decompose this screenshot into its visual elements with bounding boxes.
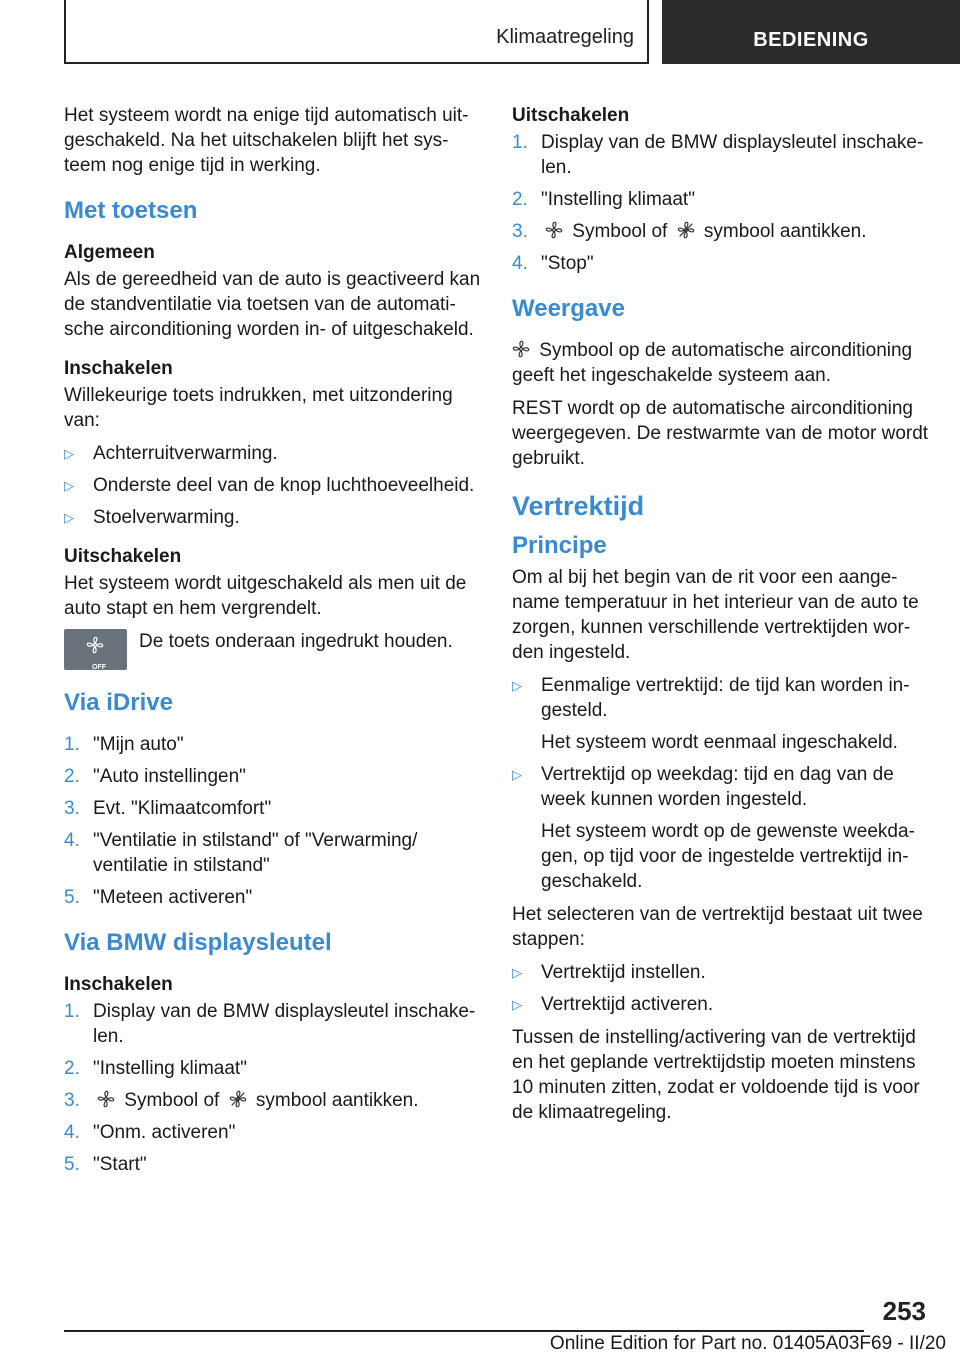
fan-crossed-icon bbox=[229, 1090, 247, 1108]
list-item: ▷ Vertrektijd instellen. bbox=[512, 962, 706, 983]
list-item: ▷ Onderste deel van de knop luchthoeveelheid. bbox=[64, 475, 475, 496]
list-item: ▷ Vertrektijd activeren. bbox=[512, 994, 714, 1015]
list-item: 3. Evt. "Klimaatcomfort" bbox=[64, 798, 272, 819]
list-item: 1. Display van de BMW displaysleutel inschake-len. bbox=[512, 132, 924, 178]
fan-icon bbox=[512, 340, 530, 358]
uitschakelen-paragraph: Het systeem wordt uitgeschakeld als men uit de auto stapt en hem vergrendelt. bbox=[64, 573, 467, 619]
right-column bbox=[512, 103, 930, 1133]
fan-icon bbox=[97, 1090, 115, 1108]
list-item: ▷ Achterruitverwarming. bbox=[64, 443, 278, 464]
bmw-key-steps bbox=[64, 999, 482, 1177]
list-item: 1. "Mijn auto" bbox=[64, 734, 184, 755]
uitschakelen-heading-right: Uitschakelen bbox=[512, 105, 630, 126]
principe-heading: Principe bbox=[512, 532, 607, 559]
left-column bbox=[64, 103, 482, 1185]
bmw-key-off-steps bbox=[512, 130, 930, 276]
section-weergave-title: Weergave bbox=[512, 295, 625, 322]
list-item: 4. "Stop" bbox=[512, 253, 594, 274]
bullet-triangle-icon: ▷ bbox=[512, 965, 522, 980]
list-item: ▷ Stoelverwarming. bbox=[64, 507, 240, 528]
list-item: 4. "Ventilatie in stilstand" of "Verwarming/ ventilatie in stilstand" bbox=[64, 830, 418, 876]
list-item: 5. "Meteen activeren" bbox=[64, 887, 253, 908]
selection-steps-list bbox=[512, 960, 930, 1017]
section-met-toetsen-title: Met toetsen bbox=[64, 197, 198, 224]
off-label: OFF bbox=[92, 664, 106, 671]
section-idrive-title: Via iDrive bbox=[64, 689, 173, 716]
list-item: 3. Symbool of symbool aantikken. bbox=[512, 221, 867, 242]
exceptions-list bbox=[64, 441, 482, 530]
principe-paragraph: Om al bij het begin van de rit voor een aange-name temperatuur in het interieur van de auto te zorgen, kunnen verschillende vertrektijden wor-den ingesteld. bbox=[512, 567, 919, 663]
intro-paragraph: Het systeem wordt na enige tijd automatisch uit-geschakeld. Na het uitschakelen blijft het sys-teem nog enige tijd in werking. bbox=[64, 105, 469, 176]
header-section-title: Klimaatregeling bbox=[496, 26, 634, 48]
list-item: 4. "Onm. activeren" bbox=[64, 1122, 236, 1143]
bullet-triangle-icon: ▷ bbox=[64, 446, 74, 461]
uitschakelen-heading: Uitschakelen bbox=[64, 546, 182, 567]
bmw-key-inschakelen-heading: Inschakelen bbox=[64, 974, 173, 995]
section-vertrektijd-title: Vertrektijd bbox=[512, 491, 645, 521]
inschakelen-heading: Inschakelen bbox=[64, 358, 173, 379]
list-item: 2. "Instelling klimaat" bbox=[512, 189, 695, 210]
list-item: ▷ Eenmalige vertrektijd: de tijd kan worden in-gesteld. Het systeem wordt eenmaal ingeschakeld. bbox=[512, 675, 910, 753]
fan-icon bbox=[86, 636, 104, 654]
list-item: ▷ Vertrektijd op weekdag: tijd en dag van de week kunnen worden ingesteld. Het systeem wordt op de gewenste weekda-gen, op tijd voor de ingestelde vertrektijd in-geschakeld. bbox=[512, 764, 915, 892]
bullet-triangle-icon: ▷ bbox=[64, 478, 74, 493]
bullet-triangle-icon: ▷ bbox=[512, 767, 522, 782]
footer-edition: Online Edition for Part no. 01405A03F69 - II/20 bbox=[549, 1333, 946, 1354]
list-item: 3. Symbool of symbool aantikken. bbox=[64, 1090, 419, 1111]
selection-paragraph: Het selecteren van de vertrektijd bestaat uit twee stappen: bbox=[512, 904, 923, 950]
list-item: 2. "Auto instellingen" bbox=[64, 766, 246, 787]
fan-off-key-image bbox=[64, 629, 127, 670]
bullet-triangle-icon: ▷ bbox=[512, 997, 522, 1012]
list-item: 1. Display van de BMW displaysleutel inschake-len. bbox=[64, 1001, 476, 1047]
weergave-paragraph-2: REST wordt op de automatische airconditioning weergegeven. De restwarmte van de motor wordt gebruikt. bbox=[512, 398, 929, 469]
header-chapter-label: BEDIENING bbox=[662, 0, 960, 64]
page-number: 253 bbox=[882, 1296, 926, 1326]
algemeen-paragraph: Als de gereedheid van de auto is geactiveerd kan de standventilatie via toetsen van de automati-sche airconditioning worden in- of uitgeschakeld. bbox=[64, 269, 481, 340]
timing-paragraph: Tussen de instelling/activering van de vertrektijd en het geplande vertrektijdstip moeten minstens 10 minuten zitten, zodat er voldoende tijd is voor de klimaatregeling. bbox=[512, 1027, 920, 1123]
section-bmw-key-title: Via BMW displaysleutel bbox=[64, 929, 332, 956]
idrive-steps bbox=[64, 732, 482, 910]
fan-crossed-icon bbox=[677, 221, 695, 239]
vertrektijd-types-list bbox=[512, 673, 930, 894]
list-item: 2. "Instelling klimaat" bbox=[64, 1058, 247, 1079]
footer-divider bbox=[64, 1330, 864, 1332]
fan-icon bbox=[545, 221, 563, 239]
bullet-triangle-icon: ▷ bbox=[512, 678, 522, 693]
key-instruction-text: De toets onderaan ingedrukt houden. bbox=[139, 631, 453, 652]
list-item: 5. "Start" bbox=[64, 1154, 147, 1175]
algemeen-heading: Algemeen bbox=[64, 242, 155, 263]
inschakelen-paragraph: Willekeurige toets indrukken, met uitzondering van: bbox=[64, 385, 453, 431]
weergave-paragraph-1: Symbool op de automatische airconditioning geeft het ingeschakelde systeem aan. bbox=[512, 340, 913, 386]
key-instruction bbox=[64, 629, 482, 670]
bullet-triangle-icon: ▷ bbox=[64, 510, 74, 525]
